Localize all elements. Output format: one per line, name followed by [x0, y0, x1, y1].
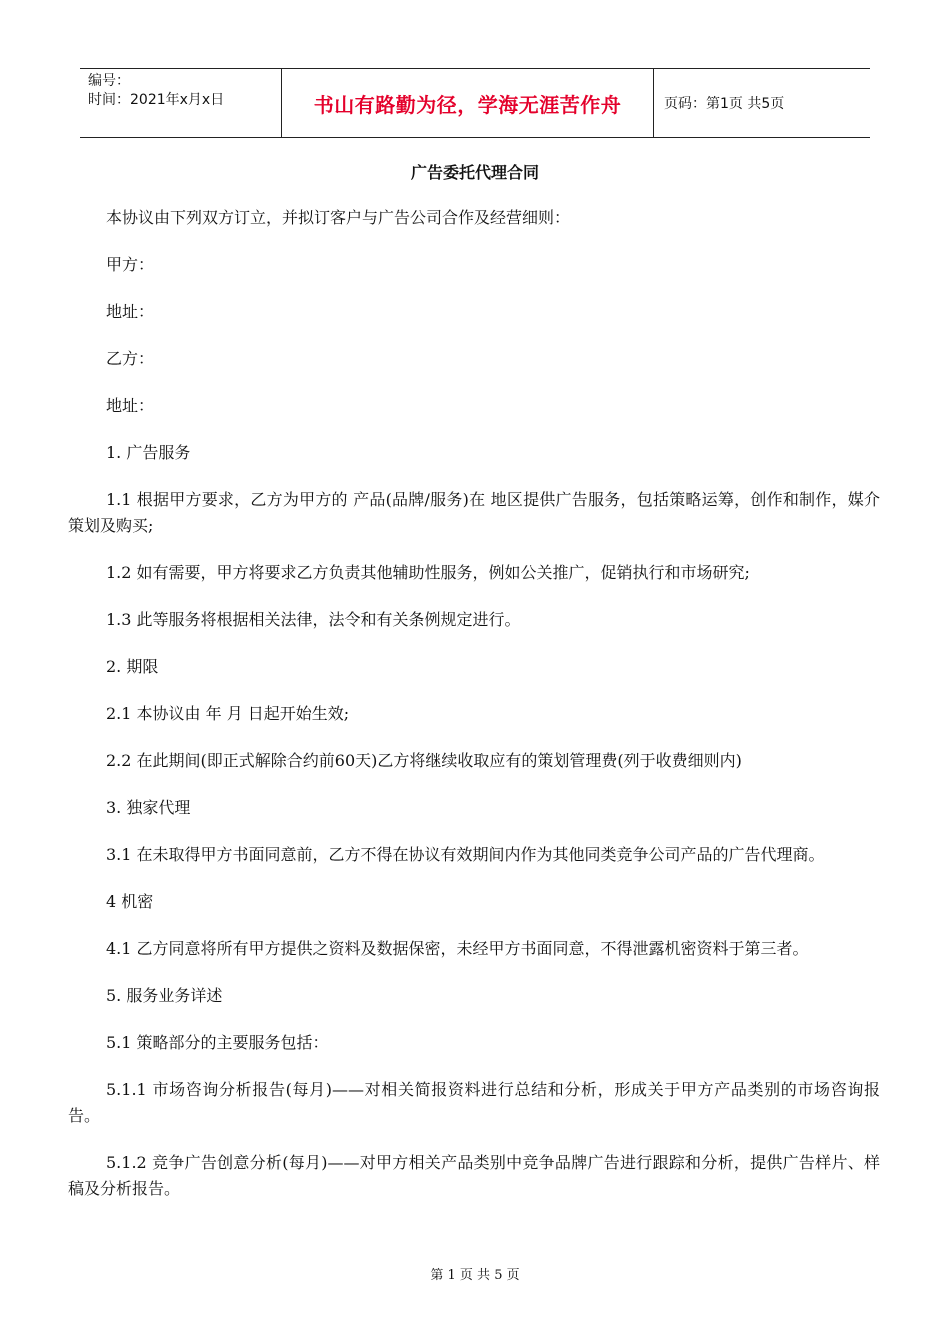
clause-5-1: 5.1 策略部分的主要服务包括： [106, 1033, 329, 1052]
clause-1-3: 1.3 此等服务将根据相关法律，法令和有关条例规定进行。 [106, 610, 521, 629]
footer-page-number: 第 1 页 共 5 页 [430, 1268, 520, 1283]
section-heading-1: 1. 广告服务 [106, 443, 191, 462]
clause-3-1: 3.1 在未取得甲方书面同意前，乙方不得在协议有效期间内作为其他同类竞争公司产品的广告代理商。 [106, 845, 825, 864]
header-meta-cell [80, 69, 282, 137]
clause-4-1: 4.1 乙方同意将所有甲方提供之资料及数据保密，未经甲方书面同意，不得泄露机密资料于第三者。 [106, 939, 809, 958]
clause-1-1: 1.1 根据甲方要求，乙方为甲方的 产品(品牌/服务)在 地区提供广告服务，包括策略运筹，创作和制作，媒介策划及购买; [68, 490, 880, 535]
section-heading-3: 3. 独家代理 [106, 798, 191, 817]
document-title: 广告委托代理合同 [410, 163, 539, 182]
document-body [68, 205, 880, 1223]
clause-5-1-1: 5.1.1 市场咨询分析报告(每月)——对相关简报资料进行总结和分析，形成关于甲方产品类别的市场咨询报告。 [68, 1080, 880, 1125]
paragraph-intro: 本协议由下列双方订立，并拟订客户与广告公司合作及经营细则： [106, 208, 571, 227]
number-label: 编号： [88, 73, 130, 89]
document-header [80, 68, 870, 138]
page-info: 页码：第1页 共5页 [664, 96, 785, 112]
time-label: 时间：2021年x月x日 [88, 92, 225, 108]
paragraph-address-a: 地址： [106, 302, 155, 321]
section-heading-4: 4 机密 [106, 892, 154, 911]
clause-5-1-2: 5.1.2 竞争广告创意分析(每月)——对甲方相关产品类别中竞争品牌广告进行跟踪和分析，提供广告样片、样稿及分析报告。 [68, 1153, 880, 1198]
section-heading-5: 5. 服务业务详述 [106, 986, 223, 1005]
paragraph-address-b: 地址： [106, 396, 155, 415]
clause-1-2: 1.2 如有需要，甲方将要求乙方负责其他辅助性服务，例如公关推广，促销执行和市场研究; [106, 563, 750, 582]
clause-2-1: 2.1 本协议由 年 月 日起开始生效; [106, 704, 350, 723]
page-footer [0, 1264, 950, 1283]
header-motto-cell [282, 69, 654, 137]
paragraph-party-a: 甲方： [106, 255, 155, 274]
clause-2-2: 2.2 在此期间(即正式解除合约前60天)乙方将继续收取应有的策划管理费(列于收费细则内) [106, 751, 742, 770]
section-heading-2: 2. 期限 [106, 657, 159, 676]
paragraph-party-b: 乙方： [106, 349, 155, 368]
motto-text: 书山有路勤为径，学海无涯苦作舟 [313, 92, 622, 117]
header-page-cell [654, 69, 870, 137]
